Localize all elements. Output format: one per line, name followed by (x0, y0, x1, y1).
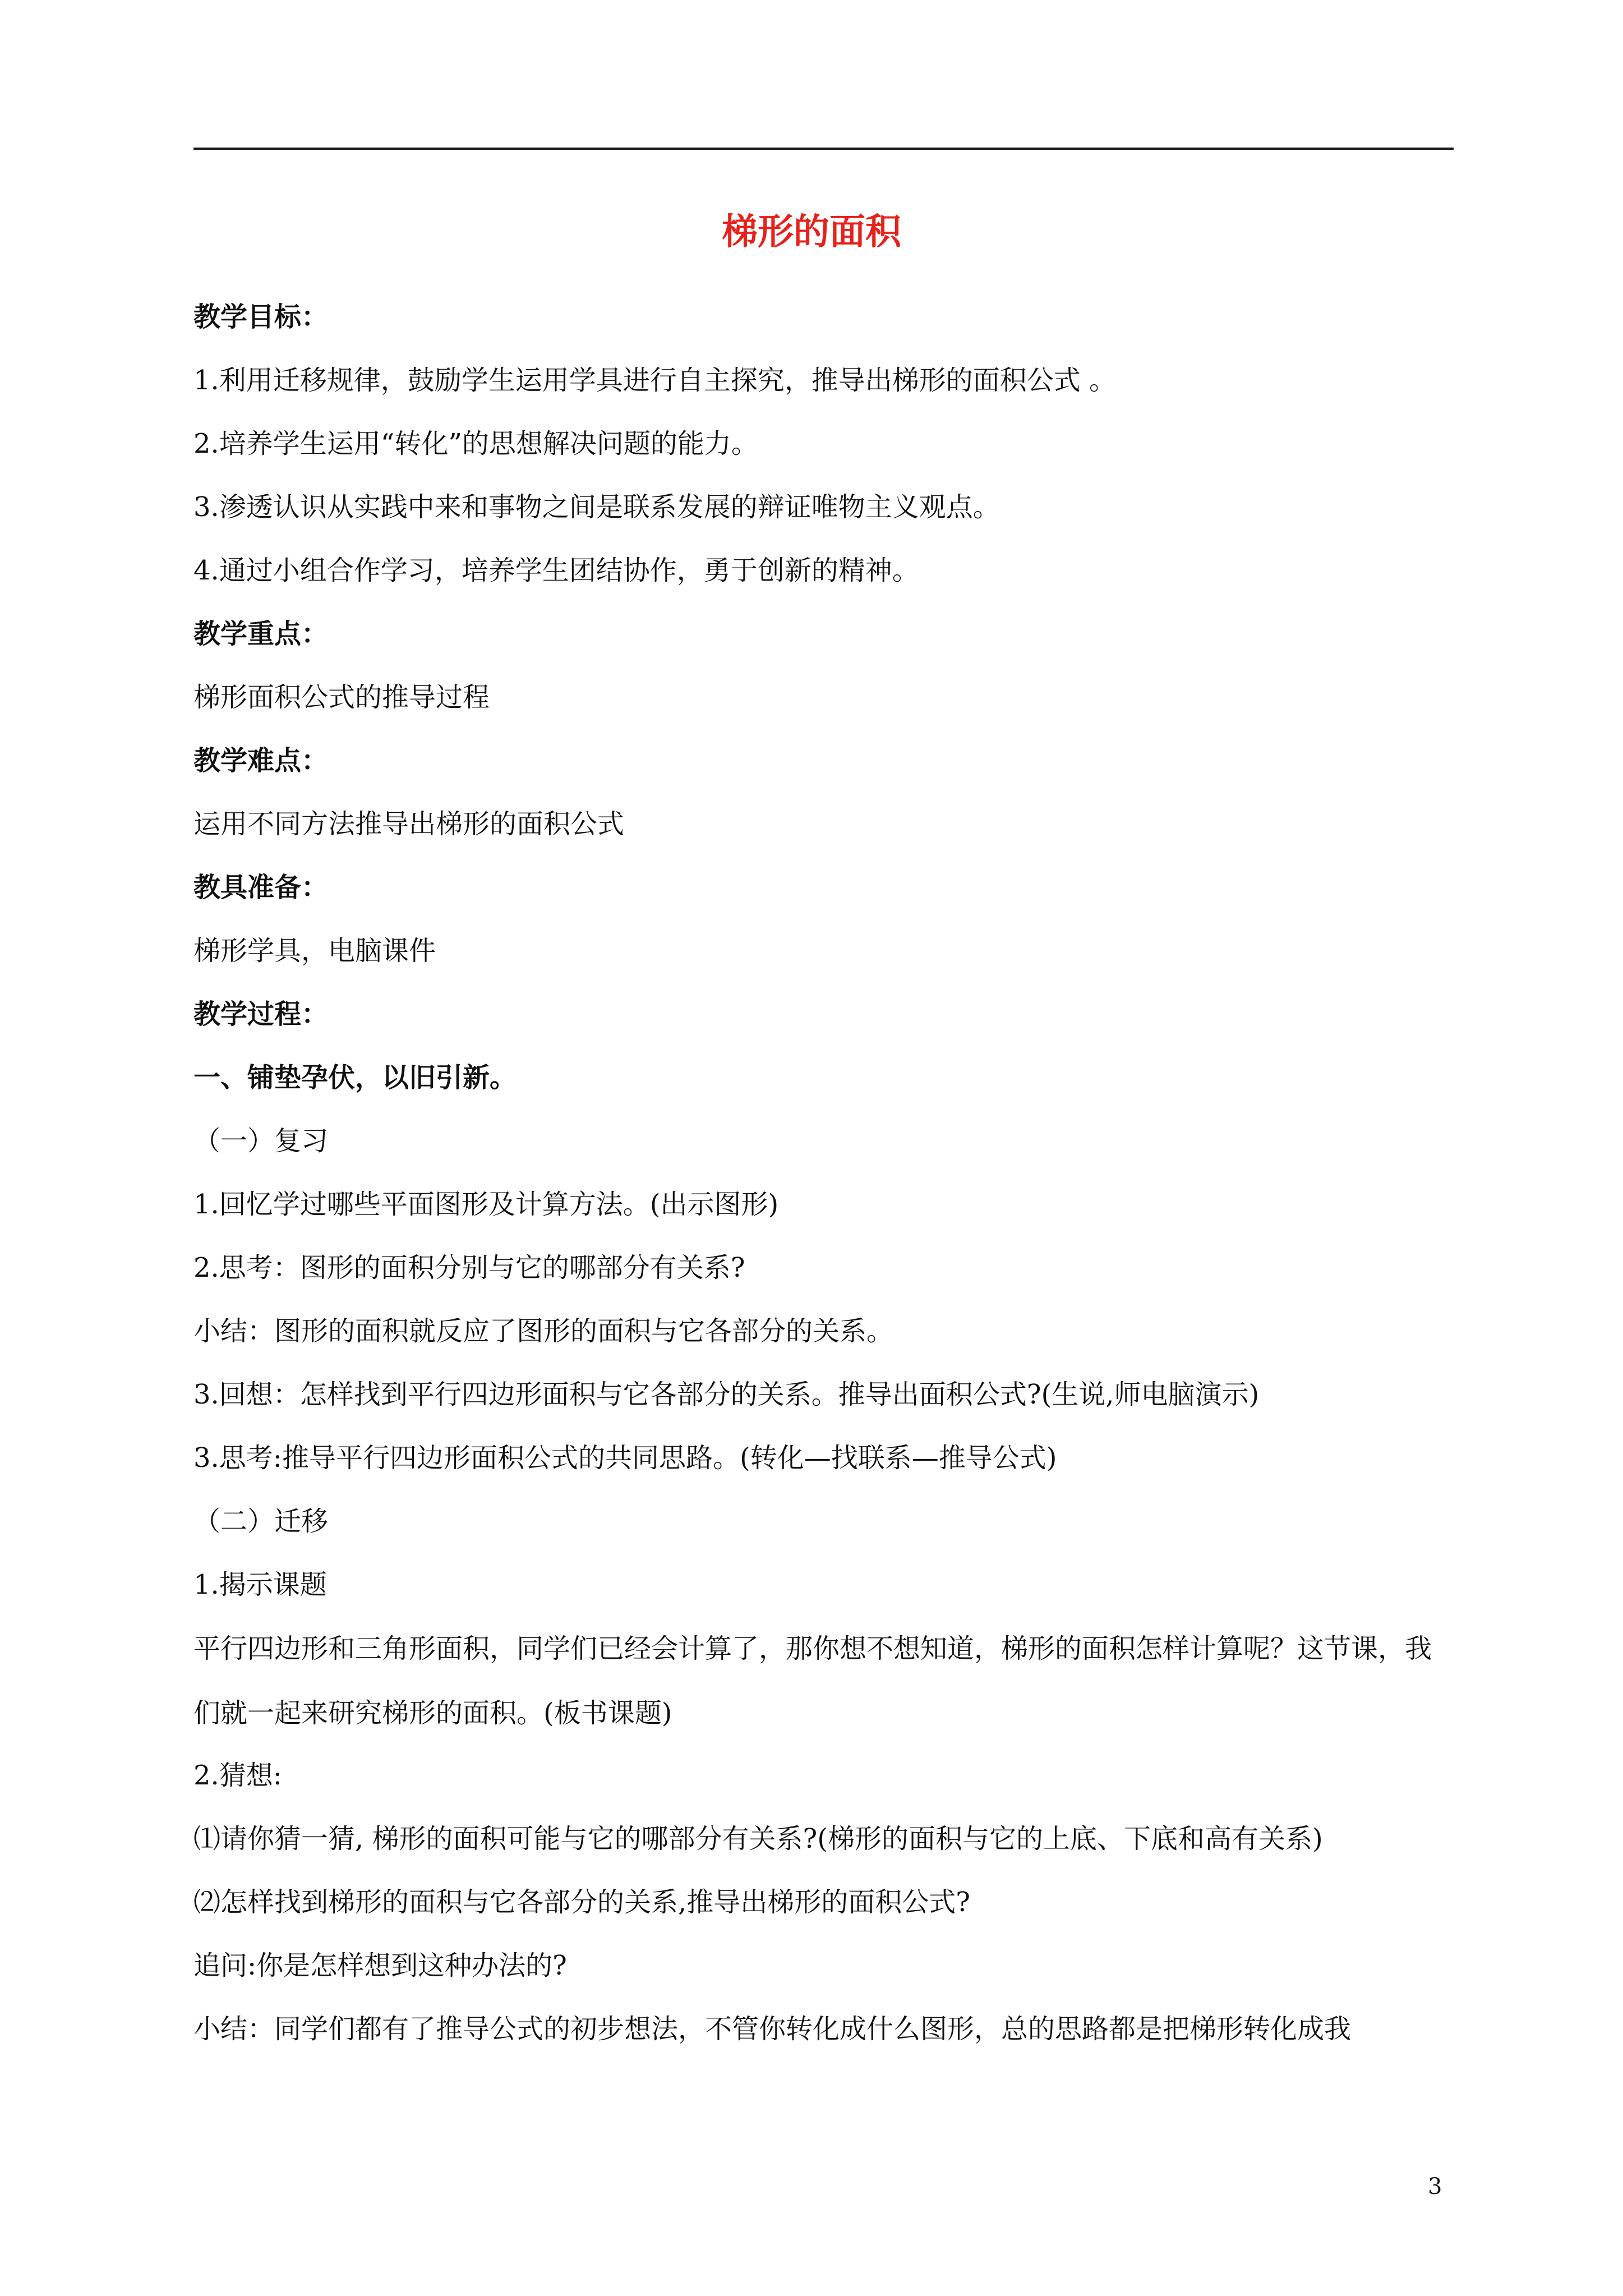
document-title: 梯形的面积 (722, 211, 901, 253)
header-rule (193, 148, 1454, 150)
objectives-heading: 教学目标： (193, 301, 329, 333)
key-points-text: 梯形面积公式的推导过程 (193, 682, 490, 713)
review-item-2: 2.思考：图形的面积分别与它的哪部分有关系? (193, 1252, 745, 1283)
guess-heading: 2.猜想: (193, 1760, 282, 1791)
guess-summary: 小结：同学们都有了推导公式的初步想法，不管你转化成什么图形，总的思路都是把梯形转化成我 (193, 2013, 1352, 2045)
objective-item-1: 1.利用迁移规律，鼓励学生运用学具进行自主探究，推导出梯形的面积公式 。 (193, 365, 1117, 396)
key-points-heading: 教学重点： (193, 618, 329, 650)
reveal-paragraph: 平行四边形和三角形面积，同学们已经会计算了，那你想不想知道，梯形的面积怎样计算呢？这节课，我们就一起来研究梯形的面积。(板书课题) (193, 1633, 1432, 1729)
guess-item-2: ⑵怎样找到梯形的面积与它各部分的关系,推导出梯形的面积公式? (193, 1887, 970, 1918)
review-item-3: 3.回想：怎样找到平行四边形面积与它各部分的关系。推导出面积公式?(生说,师电脑演示) (193, 1379, 1260, 1410)
objective-item-3: 3.渗透认识从实践中来和事物之间是联系发展的辩证唯物主义观点。 (193, 491, 1000, 523)
part1-heading: 一、铺垫孕伏，以旧引新。 (193, 1062, 517, 1093)
reveal-heading: 1.揭示课题 (193, 1569, 327, 1600)
review-item-4: 3.思考:推导平行四边形面积公式的共同思路。(转化—找联系—推导公式) (193, 1442, 1057, 1474)
objective-item-4: 4.通过小组合作学习，培养学生团结协作，勇于创新的精神。 (193, 555, 919, 586)
tools-text: 梯形学具，电脑课件 (193, 935, 436, 967)
difficulty-text: 运用不同方法推导出梯形的面积公式 (193, 808, 625, 840)
difficulty-heading: 教学难点： (193, 745, 329, 776)
review-summary: 小结：图形的面积就反应了图形的面积与它各部分的关系。 (193, 1315, 894, 1347)
guess-item-1: ⑴请你猜一猜, 梯形的面积可能与它的哪部分有关系?(梯形的面积与它的上底、下底和高有关系) (193, 1823, 1323, 1855)
transfer-heading: （二）迁移 (193, 1506, 329, 1537)
process-heading: 教学过程： (193, 999, 329, 1030)
review-heading: （一）复习 (193, 1125, 329, 1157)
review-item-1: 1.回忆学过哪些平面图形及计算方法。(出示图形) (193, 1189, 779, 1220)
tools-heading: 教具准备： (193, 872, 329, 903)
page-number: 3 (1428, 2174, 1442, 2200)
follow-up-question: 追问:你是怎样想到这种办法的? (193, 1950, 567, 1981)
objective-item-2: 2.培养学生运用“转化”的思想解决问题的能力。 (193, 428, 758, 459)
